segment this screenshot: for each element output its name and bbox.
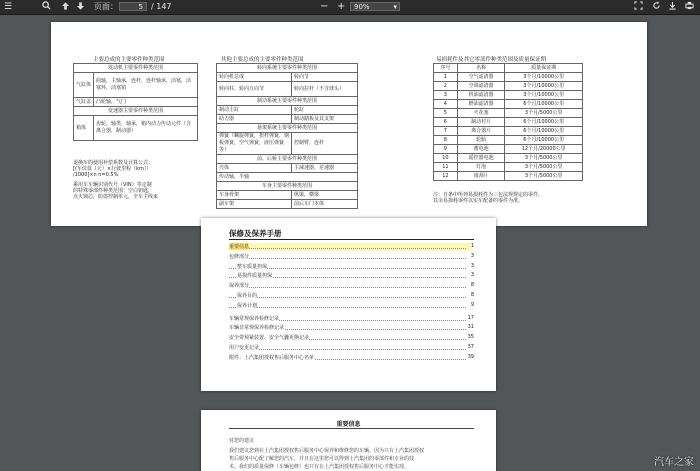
toc-entry-label: 保养部分 — [229, 283, 250, 290]
toc-entry-page: 1 — [470, 243, 474, 249]
table-cell: 前后车门本体 — [292, 200, 358, 209]
table-cell: 12个月/20000公里 — [505, 145, 583, 154]
page-total: / 147 — [151, 2, 172, 11]
rotate-icon[interactable] — [652, 1, 661, 13]
toc-entry[interactable] — [229, 344, 474, 353]
table-cell: 灯泡 — [457, 163, 505, 172]
toc-entry-label: 附件：上汽集团授权售后服务中心名单 — [229, 354, 315, 361]
table-cell: 蓄电池 — [457, 145, 505, 154]
toc-entry[interactable] — [229, 354, 474, 363]
toc-entry-page: 3 — [470, 262, 474, 269]
table-cell: 空调滤清器 — [457, 82, 505, 91]
table-cell: 3个月/10000公里 — [505, 91, 583, 100]
toc-leader — [229, 297, 466, 298]
table-cell: 车身主要零件种类范围 — [217, 182, 358, 191]
note-line: [(车价款（元）×行驶里程（km）） — [73, 166, 152, 172]
toc-leader — [229, 248, 466, 249]
table-cell: 制动主缸 — [217, 106, 292, 115]
toc-entry-label: 车辆非常规保养检修记录 — [229, 325, 285, 332]
table-cell: 车身骨架 — [217, 191, 292, 200]
table-cell: 制动衬片 — [457, 118, 505, 127]
table-cell: 6 — [434, 118, 458, 127]
menu-icon[interactable]: ☰ — [4, 2, 13, 12]
toc-entry-page: 37 — [467, 344, 474, 350]
download-icon[interactable] — [668, 1, 677, 13]
watermark-logo: 汽车之家 — [654, 457, 694, 468]
toc-leader — [229, 349, 466, 350]
toc-entry[interactable] — [229, 302, 474, 311]
zoom-value: 90% — [354, 3, 370, 11]
toc-entry-label: 保养目的 — [237, 293, 258, 299]
table-cell: 悬架系统主要零件种类范围 — [217, 124, 358, 133]
table-cell: 3个月/5000公里 — [505, 154, 583, 163]
paragraph-line: 术。我们的质量保修（车辆包修）也只有在上汽集团授权售后服务中心才能实现。 — [229, 464, 410, 470]
toc-entry-label: 整车质量担保 — [237, 263, 268, 270]
toc-entry-label: 车辆常规保养检修记录 — [229, 315, 280, 322]
table-cell: 控制臂，连杆 — [292, 133, 358, 155]
table-cell: 遥控器电池 — [457, 154, 505, 163]
right-notes — [433, 192, 543, 204]
table-cell: 曲轴，主轴承，连杆，连杆轴承，活塞，活塞环，活塞销 — [94, 73, 198, 98]
toc-entry-page: 3 — [470, 272, 474, 279]
table-cell: 制动踏板及其支架 — [292, 115, 358, 124]
toc-entry-page: 17 — [467, 314, 474, 321]
table-cell: 6个月/10000公里 — [505, 118, 583, 127]
table-cell: 11 — [434, 163, 458, 172]
table-header: 序号 — [434, 64, 458, 73]
toc-entry[interactable] — [229, 315, 474, 324]
toc-entry-label: 用户变更记录 — [229, 345, 260, 351]
toc-entry-label: 重要信息 — [229, 244, 250, 250]
table-cell: 1 — [434, 73, 458, 82]
toc-entry-label: 安全带预紧装置、安全气囊更换记录 — [229, 335, 310, 342]
table-cell: 转向机总成 — [217, 73, 292, 82]
table-cell: 副车架 — [217, 200, 292, 209]
zoom-select[interactable] — [350, 2, 400, 11]
left-notes — [73, 160, 213, 200]
note-line: /1000]×n n=0.5% — [73, 172, 119, 178]
paragraph-line: 我们建议您到在上汽集团授权售后服务中心保养和维修您的车辆。因为只有上汽集团授权 — [229, 448, 425, 454]
toc-entry-page: 35 — [467, 334, 474, 341]
toc-title: 保修及保养手册 — [229, 229, 282, 238]
table-cell: 制动系统主要零件种类范围 — [217, 97, 358, 106]
table-cell: 7 — [434, 127, 458, 136]
page3-title: 重要信息 — [336, 421, 361, 428]
table-cell: 3个月/5000公里 — [505, 163, 583, 172]
table-cell: 轮胎 — [457, 136, 505, 145]
table-cell: 传动轴，半轴 — [217, 173, 358, 182]
page-label: 页面： — [94, 2, 118, 11]
table-cell: 雨刮片 — [457, 172, 505, 181]
left-table-title: 主要总成的主要零件种类范围 — [93, 57, 165, 63]
table-cell: 3个月/5000公里 — [505, 109, 583, 118]
table-cell: 6个月/10000公里 — [505, 136, 583, 145]
zoom-in-button[interactable]: + — [337, 1, 346, 12]
pdf-page-2 — [201, 218, 496, 391]
note-line: 乘用车车辆识别代号（VIN）等定制 — [73, 182, 152, 188]
fit-page-icon[interactable] — [634, 1, 643, 13]
page-number-input[interactable]: 5 — [119, 2, 147, 11]
toc-entry-page: 31 — [467, 324, 474, 331]
toc-entry-label: 易损件质量担保 — [237, 273, 273, 280]
table-cell: 3 — [434, 91, 458, 100]
table-cell: 3个月/5000公里 — [505, 172, 583, 181]
toc-entry[interactable] — [229, 292, 474, 301]
wear-parts-table — [433, 63, 583, 181]
highlight-bar — [229, 243, 474, 251]
toc-entry-page: 39 — [467, 353, 474, 360]
note-line: 的特殊零部件种类范围：空白钥匙， — [73, 188, 154, 194]
table-cell: 火花塞 — [457, 109, 505, 118]
search-icon[interactable] — [42, 1, 51, 13]
toc-entry-label: 包修部分 — [229, 253, 250, 260]
table-cell: 5 — [434, 109, 458, 118]
note-line: 点火锁芯，防盗控制单元，全车主线束 — [73, 194, 159, 200]
table-cell: 转向系统主要零件种类范围 — [217, 64, 358, 73]
table-cell: 3个月/10000公里 — [505, 73, 583, 82]
table-cell: 齿轮，轴类，轴承，箱内动力传动元件（含离合器，制动器） — [94, 116, 198, 141]
other-assembly-table — [216, 63, 358, 209]
note-line: 注：自条中所列易损耗件为三包法规规定的零件， — [433, 192, 544, 198]
table-header: 名称 — [457, 64, 505, 73]
table-cell: 2 — [434, 82, 458, 91]
table-cell: 12 — [434, 172, 458, 181]
table-cell: 10 — [434, 154, 458, 163]
table-cell: 弹簧（螺旋弹簧，扭杆弹簧，钢板弹簧，空气弹簧，液压弹簧等） — [217, 133, 292, 155]
toc-divider — [229, 239, 474, 240]
toc-entry-page: 3 — [470, 252, 474, 259]
paragraph-heading: 对您的建议 — [229, 438, 255, 444]
toc-entry[interactable] — [229, 272, 474, 281]
toc-entry-page: 8 — [470, 292, 474, 298]
table-cell: 6个月/10000公里 — [505, 127, 583, 136]
pdf-toolbar — [0, 0, 700, 15]
toc-entry-label: 保养计划 — [237, 302, 258, 309]
toc-entry-page: 9 — [470, 301, 474, 308]
table-cell: 4 — [434, 100, 458, 109]
table-cell: 前、后桥主要零件种类范围 — [217, 155, 358, 164]
print-icon[interactable] — [685, 1, 694, 13]
toc-entry-page: 8 — [470, 282, 474, 289]
table-header: 质量保证期 — [505, 64, 583, 73]
right-table-title: 易损耗件及其它零部件种类范围及质量保证期 — [436, 57, 547, 63]
toc-entry[interactable] — [229, 253, 474, 262]
toc-entry[interactable] — [229, 334, 474, 343]
toc-entry[interactable] — [229, 324, 474, 333]
document-viewer[interactable] — [0, 15, 700, 471]
pdf-page-3 — [201, 410, 496, 471]
table-cell: 3个月/10000公里 — [505, 82, 583, 91]
table-cell: 箱体 — [74, 116, 94, 141]
table-cell: 离合器片 — [457, 127, 505, 136]
table-cell: 转向拉杆（不含球头） — [292, 82, 358, 97]
table-cell: 凸轮轴，气门 — [94, 98, 198, 107]
middle-table-title: 其他主要总成的主要零件种类范围 — [221, 57, 304, 63]
toc-entry[interactable] — [229, 243, 474, 252]
table-cell: 9 — [434, 145, 458, 154]
note-line: 退换车的使用补偿系数及计算公式： — [73, 160, 154, 166]
table-cell: 8 — [434, 136, 458, 145]
table-cell: 发动机主要零件种类范围 — [74, 64, 198, 73]
table-cell: 主减速器，差速器 — [292, 164, 358, 173]
previous-page-button[interactable] — [61, 1, 70, 13]
major-assembly-table — [73, 63, 198, 141]
table-cell: 气缸盖 — [74, 98, 94, 107]
table-cell: 轮缸 — [292, 106, 358, 115]
page3-divider — [229, 428, 474, 429]
paragraph-line: 售后服务中心配了解您的汽车，并且在这里您可以得到上汽集团的零部件和专业的技 — [229, 456, 415, 462]
table-cell: 转向节 — [292, 73, 358, 82]
toc-leader — [229, 258, 466, 259]
table-cell: 壳体 — [217, 164, 292, 173]
table-cell: 燃油滤清器 — [457, 100, 505, 109]
table-cell: 纵梁，横梁 — [292, 191, 358, 200]
pdf-page-1 — [51, 22, 647, 226]
toc-leader — [229, 307, 466, 308]
table-cell: 6个月/10000公里 — [505, 100, 583, 109]
toc-entry[interactable] — [229, 263, 474, 272]
toc-leader — [229, 287, 466, 288]
chevron-down-icon: ▾ — [393, 3, 397, 11]
table-cell: 空气滤清器 — [457, 73, 505, 82]
next-page-button[interactable] — [76, 1, 85, 13]
table-cell: 转向柱、转向万向节 — [217, 82, 292, 97]
table-cell: 助力器 — [217, 115, 292, 124]
table-cell: 机油滤清器 — [457, 91, 505, 100]
table-cell: 变速器主要零件种类范围 — [74, 107, 198, 116]
table-cell: 气缸体 — [74, 73, 94, 98]
zoom-out-button[interactable]: − — [320, 1, 329, 12]
toc-entry[interactable] — [229, 282, 474, 291]
note-line: 其余易损耗零件以实车配备的零件为准。 — [433, 198, 524, 204]
